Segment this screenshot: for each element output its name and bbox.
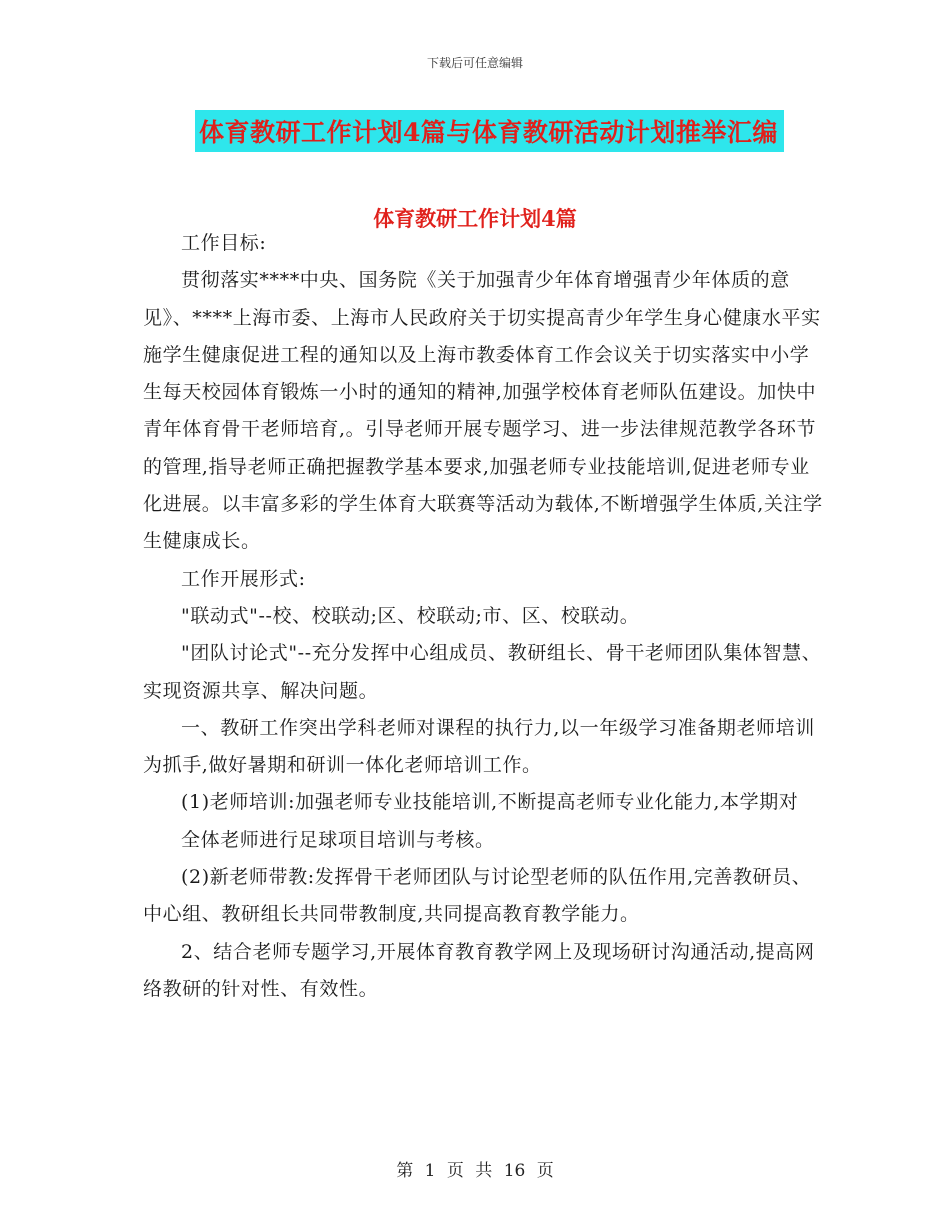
section-title: 体育教研工作计划4篇: [373, 206, 577, 231]
paragraph: 全体老师进行足球项目培训与考核。: [181, 828, 495, 851]
page-number: 第 1 页 共 16 页: [396, 1161, 554, 1181]
paragraph: 2、结合老师专题学习,开展体育教育教学网上及现场研讨沟通活动,提高网络教研的针对性、有效性。: [143, 940, 815, 1000]
document-title: 体育教研工作计划4篇与体育教研活动计划推举汇编: [195, 110, 784, 152]
paragraph: "团队讨论式"--充分发挥中心组成员、教研组长、骨干老师团队集体智慧、实现资源共享、解决问题。: [143, 642, 822, 702]
paragraph: 工作目标:: [181, 232, 267, 254]
header-note: 下载后可任意编辑: [426, 56, 523, 70]
paragraph: (2)新老师带教:发挥骨干老师团队与讨论型老师的队伍作用,完善教研员、中心组、教研组长共同带教制度,共同提高教育教学能力。: [143, 866, 812, 926]
paragraph: 工作开展形式:: [181, 567, 306, 590]
paragraph: (1)老师培训:加强老师专业技能培训,不断提高老师专业化能力,本学期对: [181, 791, 799, 814]
document-body: [143, 225, 823, 1008]
paragraph: 贯彻落实****中央、国务院《关于加强青少年体育增强青少年体质的意见》、****上海市委、上海市人民政府关于切实提高青少年学生身心健康水平实施学生健康促进工程的通知以及上海市教委体育工作会议关于切实落实中小学生每天校园体育锻炼一小时的通知的精神,加强学校体育老师队伍建设。加快中青年体育骨干老师培育,。引导老师开展专题学习、进一步法律规范教学各环节的管理,指导老师正确把握教学基本要求,加强老师专业技能培训,促进老师专业化进展。以丰富多彩的学生体育大联赛等活动为载体,不断增强学生体质,关注学生健康成长。: [143, 269, 823, 553]
paragraph: "联动式"--校、校联动;区、校联动;市、区、校联动。: [181, 604, 640, 627]
paragraph: 一、教研工作突出学科老师对课程的执行力,以一年级学习准备期老师培训为抓手,做好暑期和研训一体化老师培训工作。: [143, 716, 815, 777]
